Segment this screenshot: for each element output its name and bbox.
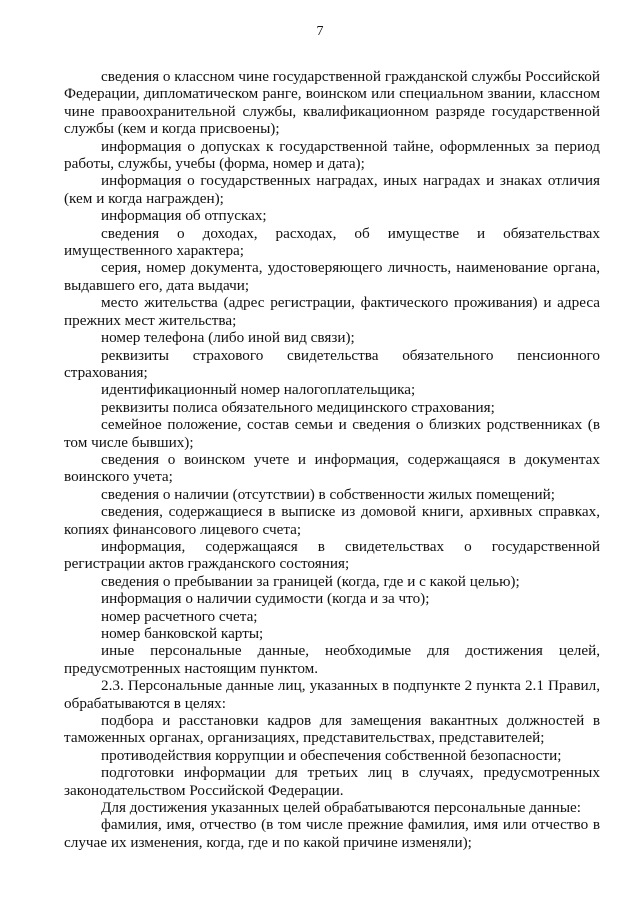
paragraph: реквизиты страхового свидетельства обязательного пенсионного страхования; (64, 346, 600, 381)
paragraph: место жительства (адрес регистрации, фактического проживания) и адреса прежних мест жительства; (64, 294, 600, 329)
paragraph: сведения, содержащиеся в выписке из домовой книги, архивных справках, копиях финансового лицевого счета; (64, 503, 600, 538)
paragraph: противодействия коррупции и обеспечения собственной безопасности; (101, 746, 562, 764)
paragraph: сведения о доходах, расходах, об имуществе и обязательствах имущественного характера; (64, 224, 600, 260)
paragraph: сведения о воинском учете и информация, содержащаяся в документах воинского учета; (64, 450, 600, 486)
paragraph: сведения о классном чине государственной гражданской службы Российской Федерации, дипломатическом ранге, воинском или специальном звании, классном чине правоохранительной службы, квалификационном разряде государственной службы (кем и когда присвоены); (64, 68, 600, 138)
paragraph: Для достижения указанных целей обрабатываются персональные данные: (101, 799, 582, 817)
paragraph: реквизиты полиса обязательного медицинского страхования; (101, 398, 495, 416)
page-number: 7 (316, 24, 324, 39)
paragraph: подбора и расстановки кадров для замещения вакантных должностей в таможенных органах, организациях, представительствах, представителей; (64, 712, 600, 747)
paragraph: подготовки информации для третьих лиц в случаях, предусмотренных законодательством Российской Федерации. (64, 764, 600, 799)
paragraph: информация о государственных наградах, иных наградах и знаках отличия (кем и когда награжден); (64, 172, 600, 207)
paragraph: сведения о пребывании за границей (когда, где и с какой целью); (101, 572, 520, 590)
paragraph: идентификационный номер налогоплательщика; (101, 381, 416, 399)
paragraph: фамилия, имя, отчество (в том числе прежние фамилия, имя или отчество в случае их изменения, когда, где и по какой причине изменяли); (64, 816, 600, 851)
paragraph: семейное положение, состав семьи и сведения о близких родственниках (в том числе бывших); (64, 416, 600, 451)
paragraph: информация об отпусках; (101, 207, 267, 225)
paragraph: серия, номер документа, удостоверяющего личность, наименование органа, выдавшего его, дата выдачи; (64, 259, 600, 294)
paragraph: номер расчетного счета; (101, 607, 258, 625)
paragraph: информация о наличии судимости (когда и за что); (101, 590, 430, 608)
paragraph: сведения о наличии (отсутствии) в собственности жилых помещений; (101, 485, 555, 503)
paragraph: номер телефона (либо иной вид связи); (101, 329, 355, 347)
paragraph: номер банковской карты; (101, 625, 264, 642)
paragraph: информация, содержащаяся в свидетельствах о государственной регистрации актов гражданского состояния; (64, 537, 600, 573)
paragraph: информация о допусках к государственной тайне, оформленных за период работы, службы, учебы (форма, номер и дата); (64, 137, 600, 173)
paragraph: 2.3. Персональные данные лиц, указанных в подпункте 2 пункта 2.1 Правил, обрабатываются в целях: (64, 677, 600, 712)
paragraph: иные персональные данные, необходимые для достижения целей, предусмотренных настоящим пунктом. (64, 642, 600, 677)
document-body (64, 68, 600, 851)
